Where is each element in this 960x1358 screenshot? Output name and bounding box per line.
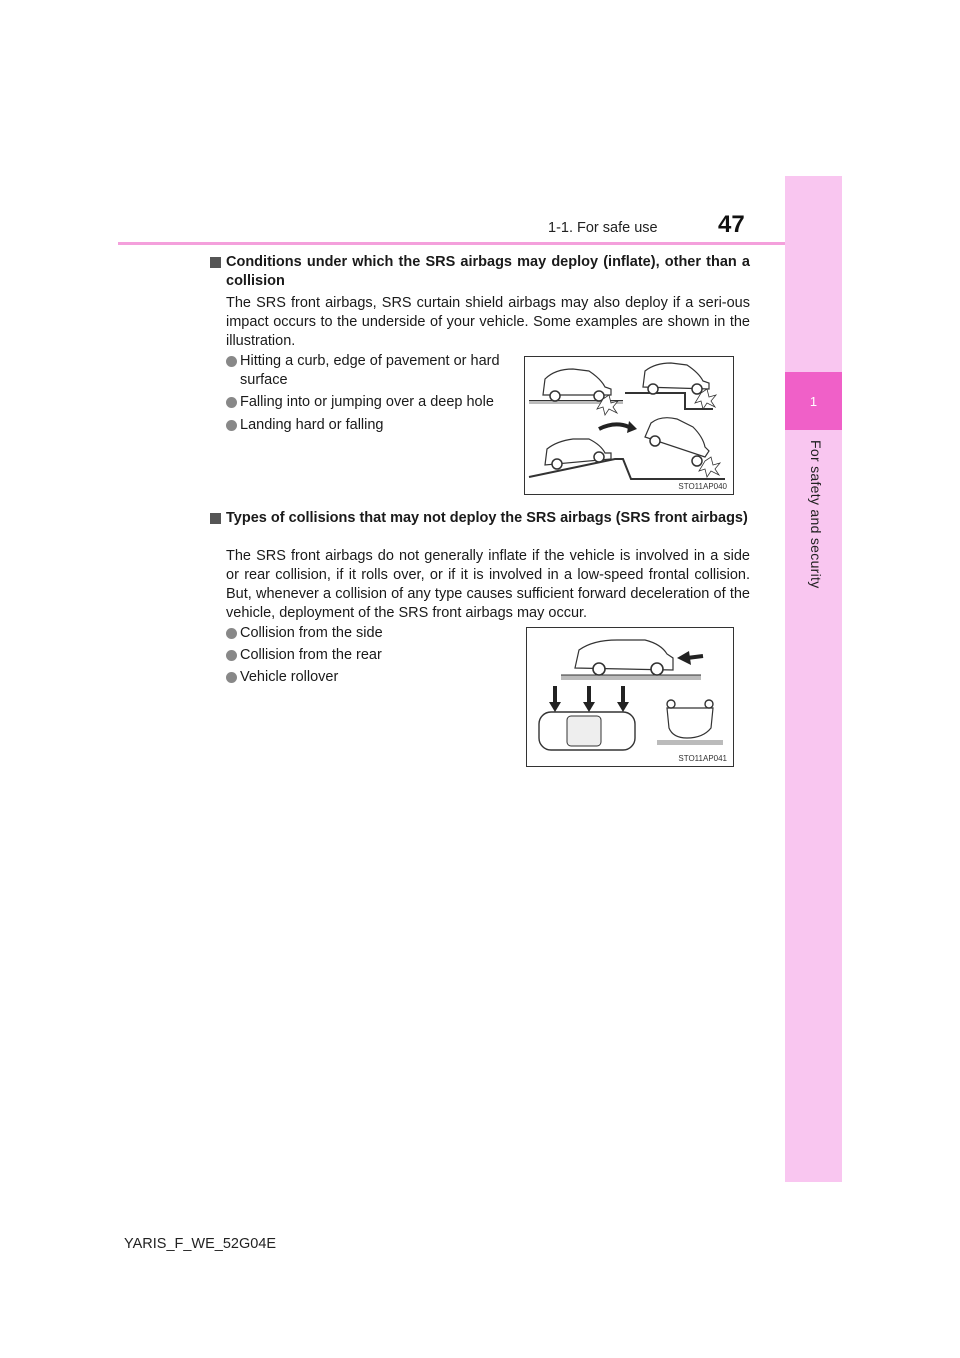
list-item: Falling into or jumping over a deep hole: [226, 393, 516, 412]
section-paragraph: The SRS front airbags do not generally inflate if the vehicle is involved in a side or rear collision, if it rolls over, or if it is involved in a low-speed frontal collision. But, whenever a collision of any type causes sufficient forward deceleration of the vehicle, deployment of the SRS front airbags may occur.: [226, 548, 750, 621]
bullet-icon: [226, 672, 237, 683]
bullet-icon: [226, 356, 237, 367]
header-section-title: 1-1. For safe use: [548, 220, 658, 236]
side-tab: [785, 176, 842, 1182]
bullet-icon: [226, 397, 237, 408]
bullet-icon: [226, 628, 237, 639]
list-item: Hitting a curb, edge of pavement or hard surface: [226, 352, 516, 390]
list-item: Collision from the side: [226, 624, 516, 643]
document-code: YARIS_F_WE_52G04E: [124, 1236, 277, 1252]
section-heading-deploy-conditions: Conditions under which the SRS airbags may deploy (inflate), other than a collision: [210, 253, 750, 291]
list-item: Vehicle rollover: [226, 668, 516, 687]
collision-types-illustration: [527, 628, 733, 766]
car-impact-illustration: [525, 357, 733, 494]
side-tab-number: 1: [785, 372, 842, 430]
bullet-icon: [226, 650, 237, 661]
square-bullet-icon: [210, 513, 221, 524]
section-heading-collision-types: Types of collisions that may not deploy the SRS airbags (SRS front airbags): [210, 509, 750, 528]
bullet-icon: [226, 420, 237, 431]
figure-code: STO11AP041: [678, 754, 727, 763]
section-paragraph: The SRS front airbags, SRS curtain shield airbags may also deploy if a seri-ous impact occurs to the underside of your vehicle. Some examples are shown in the illustration.: [226, 295, 750, 349]
list-item: Landing hard or falling: [226, 416, 516, 435]
illustration-underside-impacts: [524, 356, 734, 495]
figure-code: STO11AP040: [678, 482, 727, 491]
list-item: Collision from the rear: [226, 646, 516, 665]
illustration-non-deploy-collisions: [526, 627, 734, 767]
header-divider: [118, 242, 785, 245]
page-number: 47: [718, 211, 745, 238]
square-bullet-icon: [210, 257, 221, 268]
side-tab-title: For safety and security: [808, 440, 824, 589]
